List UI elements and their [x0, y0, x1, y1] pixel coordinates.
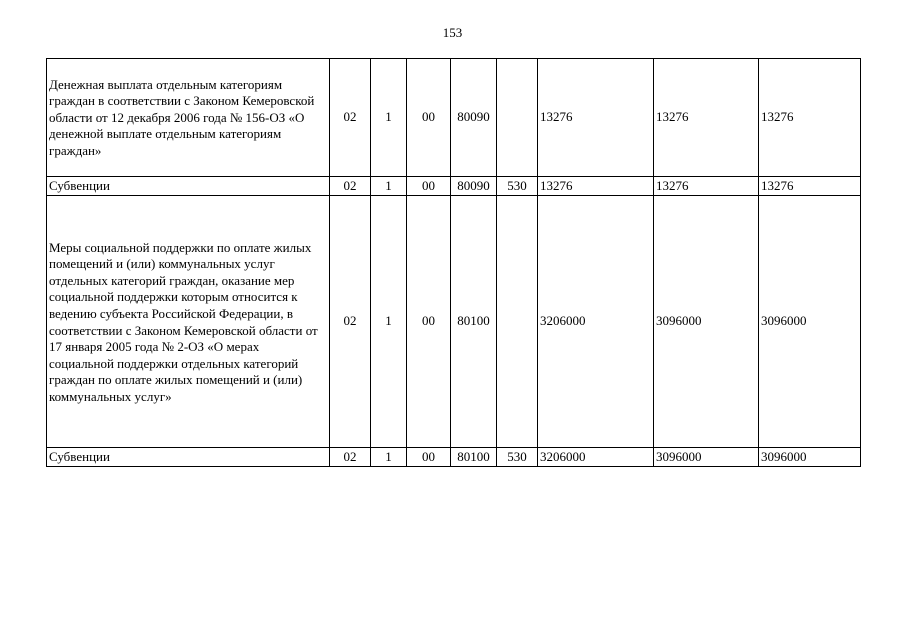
direction-code: 80100 [451, 196, 497, 448]
section-code: 02 [330, 448, 371, 467]
direction-code: 80090 [451, 177, 497, 196]
subprogram-code: 00 [407, 177, 451, 196]
subprogram-code: 00 [407, 59, 451, 177]
amount-year-3: 13276 [759, 59, 861, 177]
page-number: 153 [442, 25, 463, 40]
row-name: Субвенции [47, 448, 330, 467]
amount-year-3: 3096000 [759, 196, 861, 448]
section-code: 02 [330, 196, 371, 448]
amount-year-1: 3206000 [538, 448, 654, 467]
budget-table [46, 58, 861, 467]
section-code: 02 [330, 59, 371, 177]
row-name: Меры социальной поддержки по оплате жилых помещений и (или) коммунальных услуг отдельных категорий граждан, оказание мер социальной поддержки которым относится к ведению субъекта Российской Федерации, в соответствии с Законом Кемеровской области от 17 января 2005 года № 2-ОЗ «О мерах социальной поддержки отдельных категорий граждан по оплате жилых помещений и (или) коммунальных услуг» [47, 196, 330, 448]
direction-code: 80090 [451, 59, 497, 177]
expense-type-code [497, 59, 538, 177]
amount-year-1: 3206000 [538, 196, 654, 448]
amount-year-1: 13276 [538, 59, 654, 177]
amount-year-2: 13276 [654, 177, 759, 196]
amount-year-2: 3096000 [654, 448, 759, 467]
table-row [47, 448, 861, 467]
program-code: 1 [371, 448, 407, 467]
expense-type-code: 530 [497, 448, 538, 467]
direction-code: 80100 [451, 448, 497, 467]
amount-year-2: 13276 [654, 59, 759, 177]
expense-type-code [497, 196, 538, 448]
amount-year-2: 3096000 [654, 196, 759, 448]
row-name: Денежная выплата отдельным категориям граждан в соответствии с Законом Кемеровской области от 12 декабря 2006 года № 156-ОЗ «О денежной выплате отдельным категориям граждан» [47, 59, 330, 177]
table-row [47, 196, 861, 448]
table-row [47, 177, 861, 196]
row-name: Субвенции [47, 177, 330, 196]
expense-type-code: 530 [497, 177, 538, 196]
amount-year-1: 13276 [538, 177, 654, 196]
subprogram-code: 00 [407, 196, 451, 448]
amount-year-3: 3096000 [759, 448, 861, 467]
program-code: 1 [371, 59, 407, 177]
section-code: 02 [330, 177, 371, 196]
subprogram-code: 00 [407, 448, 451, 467]
amount-year-3: 13276 [759, 177, 861, 196]
program-code: 1 [371, 177, 407, 196]
program-code: 1 [371, 196, 407, 448]
table-row [47, 59, 861, 177]
